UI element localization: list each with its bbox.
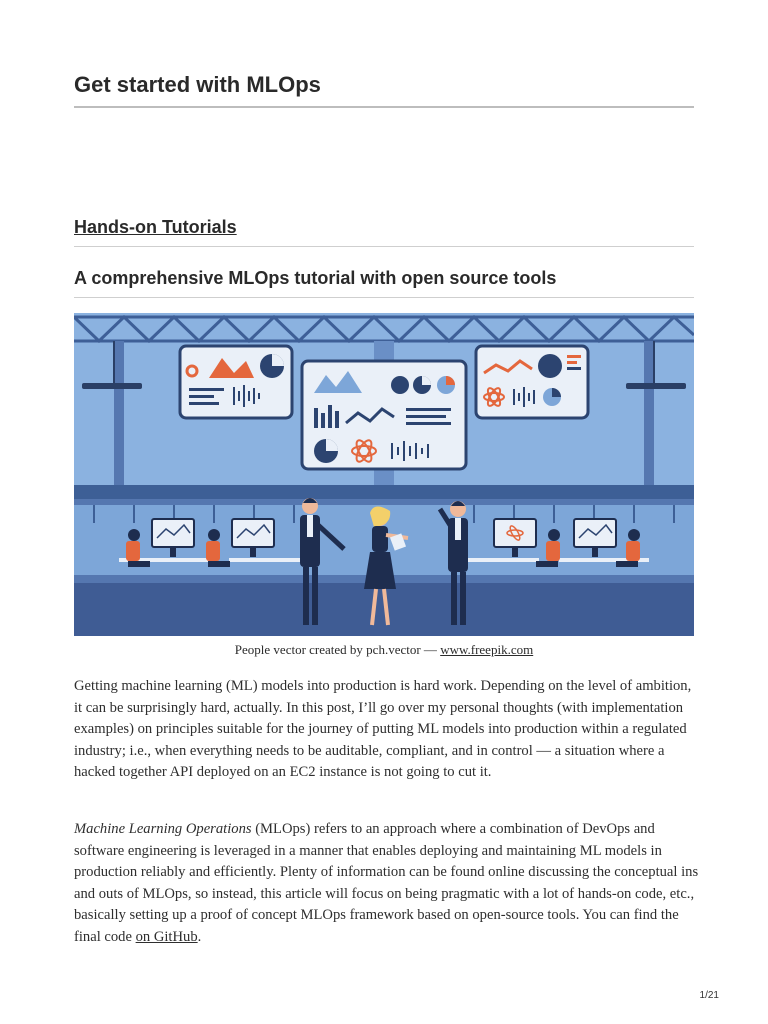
freepik-link[interactable]: www.freepik.com [440,642,534,657]
section-divider [74,246,694,247]
image-caption [74,642,694,658]
subtitle-divider [74,297,694,298]
dashboard-screen-left [180,346,292,418]
caption-text: People vector created by pch.vector — [234,642,441,657]
page-number: 1/21 [699,990,719,1001]
title-divider [74,106,694,108]
section-title[interactable]: Hands-on Tutorials [74,217,237,237]
intro-paragraph: Getting machine learning (ML) models into production is hard work. Depending on the level of ambition, it can be surprisingly hard, actually. In this post, I’ll go over my personal thoughts (with implementation examples) on principles suitable for the journey of putting ML models into production within a regulated industry; i.e., when everything needs to be auditable, compliant, and in control — a situation where a hacked together API deployed on an EC2 instance is not going to cut it. [74,678,692,780]
dashboard-screen-center [302,361,466,469]
mlops-term: Machine Learning Operations [74,821,252,837]
page-title: Get started with MLOps [74,72,321,97]
mlops-paragraph [74,819,699,948]
article-subtitle: A comprehensive MLOps tutorial with open source tools [74,268,557,288]
mlops-paragraph-text: (MLOps) refers to an approach where a combination of DevOps and software engineering is leveraged in a manner that enables deploying and maintaining ML models in production reliably and efficiently. Plenty of information can be found online discussing the conceptual ins and outs of MLOps, so instead, this article will focus on being pragmatic with a lot of hands-on code, etc., basically setting up a proof of concept MLOps framework based on open-source tools. You can find the final code [74,821,699,945]
dashboard-screen-right [476,346,588,418]
github-link[interactable]: on GitHub [135,928,198,945]
mlops-paragraph-end: . [197,928,202,945]
hero-illustration [74,313,694,636]
